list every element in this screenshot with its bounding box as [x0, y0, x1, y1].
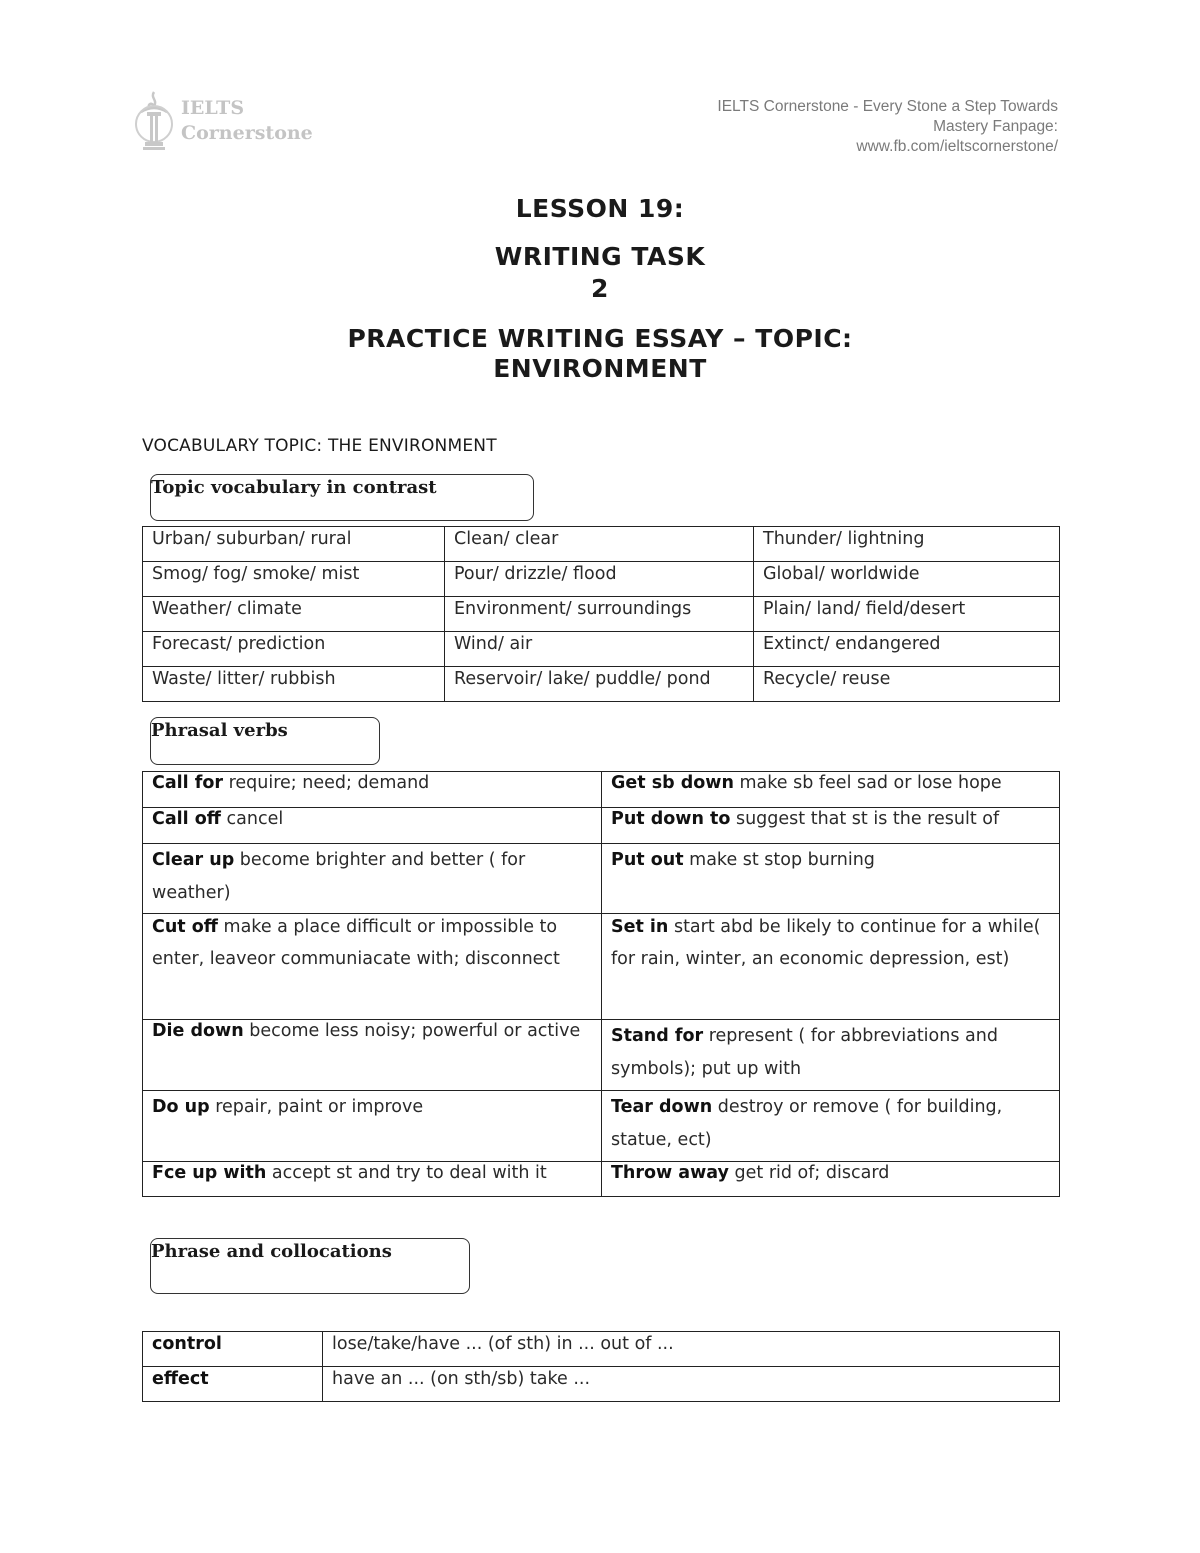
- table-cell: [143, 844, 602, 914]
- collocation-usage: have an ... (on sth/sb) take ...: [323, 1367, 1060, 1402]
- lesson-title: LESSON 19:: [515, 194, 685, 223]
- table-cell: [602, 844, 1060, 914]
- header-info: [717, 97, 1058, 157]
- phrasal-definition: start abd be likely to continue for a while(: [668, 917, 1041, 937]
- collocation-word: control: [143, 1332, 323, 1367]
- phrasal-definition-continued: symbols); put up with: [611, 1059, 802, 1079]
- task-title-line1: WRITING TASK: [494, 242, 706, 271]
- table-cell: [143, 1162, 602, 1197]
- phrasal-definition: accept st and try to deal with it: [266, 1163, 547, 1183]
- phrasal-term: Stand for: [611, 1026, 704, 1046]
- phrasal-term: Throw away: [611, 1163, 729, 1183]
- table-cell: Extinct/ endangered: [754, 632, 1060, 667]
- header-tagline: IELTS Cornerstone - Every Stone a Step Towards: [717, 98, 1058, 115]
- phrasal-definition-continued: for rain, winter, an economic depression, est): [611, 949, 1010, 969]
- task-title-line2: 2: [591, 274, 609, 303]
- phrasal-definition: get rid of; discard: [728, 1163, 890, 1183]
- table-cell: Environment/ surroundings: [445, 597, 754, 632]
- phrasal-term: Clear up: [152, 850, 235, 870]
- phrasal-term: Put down to: [611, 809, 731, 829]
- table-cell: Smog/ fog/ smoke/ mist: [143, 562, 445, 597]
- logo-line-2: Cornerstone: [181, 122, 313, 144]
- table-cell: [143, 914, 602, 1020]
- phrasal-term: Put out: [611, 850, 684, 870]
- phrasal-term: Fce up with: [152, 1163, 267, 1183]
- table-cell: Thunder/ lightning: [754, 527, 1060, 562]
- collocations-table: [142, 1331, 1060, 1402]
- table-cell: [602, 914, 1060, 1020]
- phrasal-definition-continued: statue, ect): [611, 1130, 712, 1150]
- torch-pillar-icon: [133, 90, 175, 152]
- phrasal-term: Set in: [611, 917, 669, 937]
- phrasal-definition-continued: enter, leaveor communiacate with; disconnect: [152, 949, 560, 969]
- section-label-phrase-collocations: Phrase and collocations: [150, 1238, 470, 1294]
- table-cell: Global/ worldwide: [754, 562, 1060, 597]
- phrasal-definition: become less noisy; powerful or active: [243, 1021, 581, 1041]
- table-cell: Pour/ drizzle/ flood: [445, 562, 754, 597]
- table-row: [143, 808, 1060, 844]
- table-cell: Plain/ land/ field/desert: [754, 597, 1060, 632]
- phrasal-definition: make sb feel sad or lose hope: [733, 773, 1002, 793]
- fanpage-label: Mastery Fanpage:: [933, 118, 1058, 135]
- phrasal-definition: make st stop burning: [683, 850, 875, 870]
- phrasal-definition-continued: weather): [152, 883, 231, 903]
- collocation-word: effect: [143, 1367, 323, 1402]
- phrasal-definition: require; need; demand: [223, 773, 430, 793]
- table-row: [143, 1162, 1060, 1197]
- phrasal-definition: suggest that st is the result of: [730, 809, 1000, 829]
- table-cell: [602, 1091, 1060, 1162]
- table-cell: [602, 772, 1060, 808]
- topic-vocab-table: [142, 526, 1060, 702]
- phrasal-definition: repair, paint or improve: [209, 1097, 424, 1117]
- table-row: [143, 667, 1060, 702]
- table-row: [143, 1332, 1060, 1367]
- table-cell: [143, 772, 602, 808]
- phrasal-term: Call for: [152, 773, 224, 793]
- phrasal-term: Do up: [152, 1097, 210, 1117]
- collocation-usage: lose/take/have ... (of sth) in ... out of ...: [323, 1332, 1060, 1367]
- table-cell: [143, 808, 602, 844]
- table-row: [143, 1367, 1060, 1402]
- vocab-heading: VOCABULARY TOPIC: THE ENVIRONMENT: [142, 436, 497, 456]
- table-cell: Urban/ suburban/ rural: [143, 527, 445, 562]
- table-cell: Wind/ air: [445, 632, 754, 667]
- table-row: [143, 527, 1060, 562]
- phrasal-definition: cancel: [220, 809, 284, 829]
- table-cell: Waste/ litter/ rubbish: [143, 667, 445, 702]
- table-row: [143, 844, 1060, 914]
- practice-title-line1: PRACTICE WRITING ESSAY – TOPIC:: [347, 324, 853, 353]
- fanpage-link[interactable]: www.fb.com/ieltscornerstone/: [856, 138, 1058, 155]
- table-cell: [143, 1091, 602, 1162]
- table-row: [143, 914, 1060, 1020]
- table-row: [143, 632, 1060, 667]
- table-cell: Clean/ clear: [445, 527, 754, 562]
- table-cell: [602, 1162, 1060, 1197]
- phrasal-term: Call off: [152, 809, 221, 829]
- logo-line-1: IELTS: [181, 97, 245, 119]
- table-cell: [143, 1020, 602, 1091]
- table-row: [143, 772, 1060, 808]
- section-label-phrasal-verbs: Phrasal verbs: [150, 717, 380, 765]
- phrasal-term: Cut off: [152, 917, 218, 937]
- phrasal-definition: become brighter and better ( for: [234, 850, 526, 870]
- phrasal-term: Die down: [152, 1021, 244, 1041]
- table-cell: [602, 808, 1060, 844]
- table-row: [143, 562, 1060, 597]
- phrasal-term: Get sb down: [611, 773, 734, 793]
- practice-title-line2: ENVIRONMENT: [493, 354, 707, 383]
- phrasal-definition: represent ( for abbreviations and: [703, 1026, 998, 1046]
- section-label-topic-vocab: Topic vocabulary in contrast: [150, 474, 534, 521]
- table-cell: Forecast/ prediction: [143, 632, 445, 667]
- phrasal-definition: destroy or remove ( for building,: [712, 1097, 1003, 1117]
- ielts-cornerstone-logo: [133, 90, 313, 152]
- table-cell: [602, 1020, 1060, 1091]
- table-cell: Reservoir/ lake/ puddle/ pond: [445, 667, 754, 702]
- phrasal-term: Tear down: [611, 1097, 713, 1117]
- table-row: [143, 1020, 1060, 1091]
- table-row: [143, 597, 1060, 632]
- phrasal-verbs-table: [142, 771, 1060, 1197]
- table-cell: Recycle/ reuse: [754, 667, 1060, 702]
- table-row: [143, 1091, 1060, 1162]
- phrasal-definition: make a place difficult or impossible to: [217, 917, 558, 937]
- table-cell: Weather/ climate: [143, 597, 445, 632]
